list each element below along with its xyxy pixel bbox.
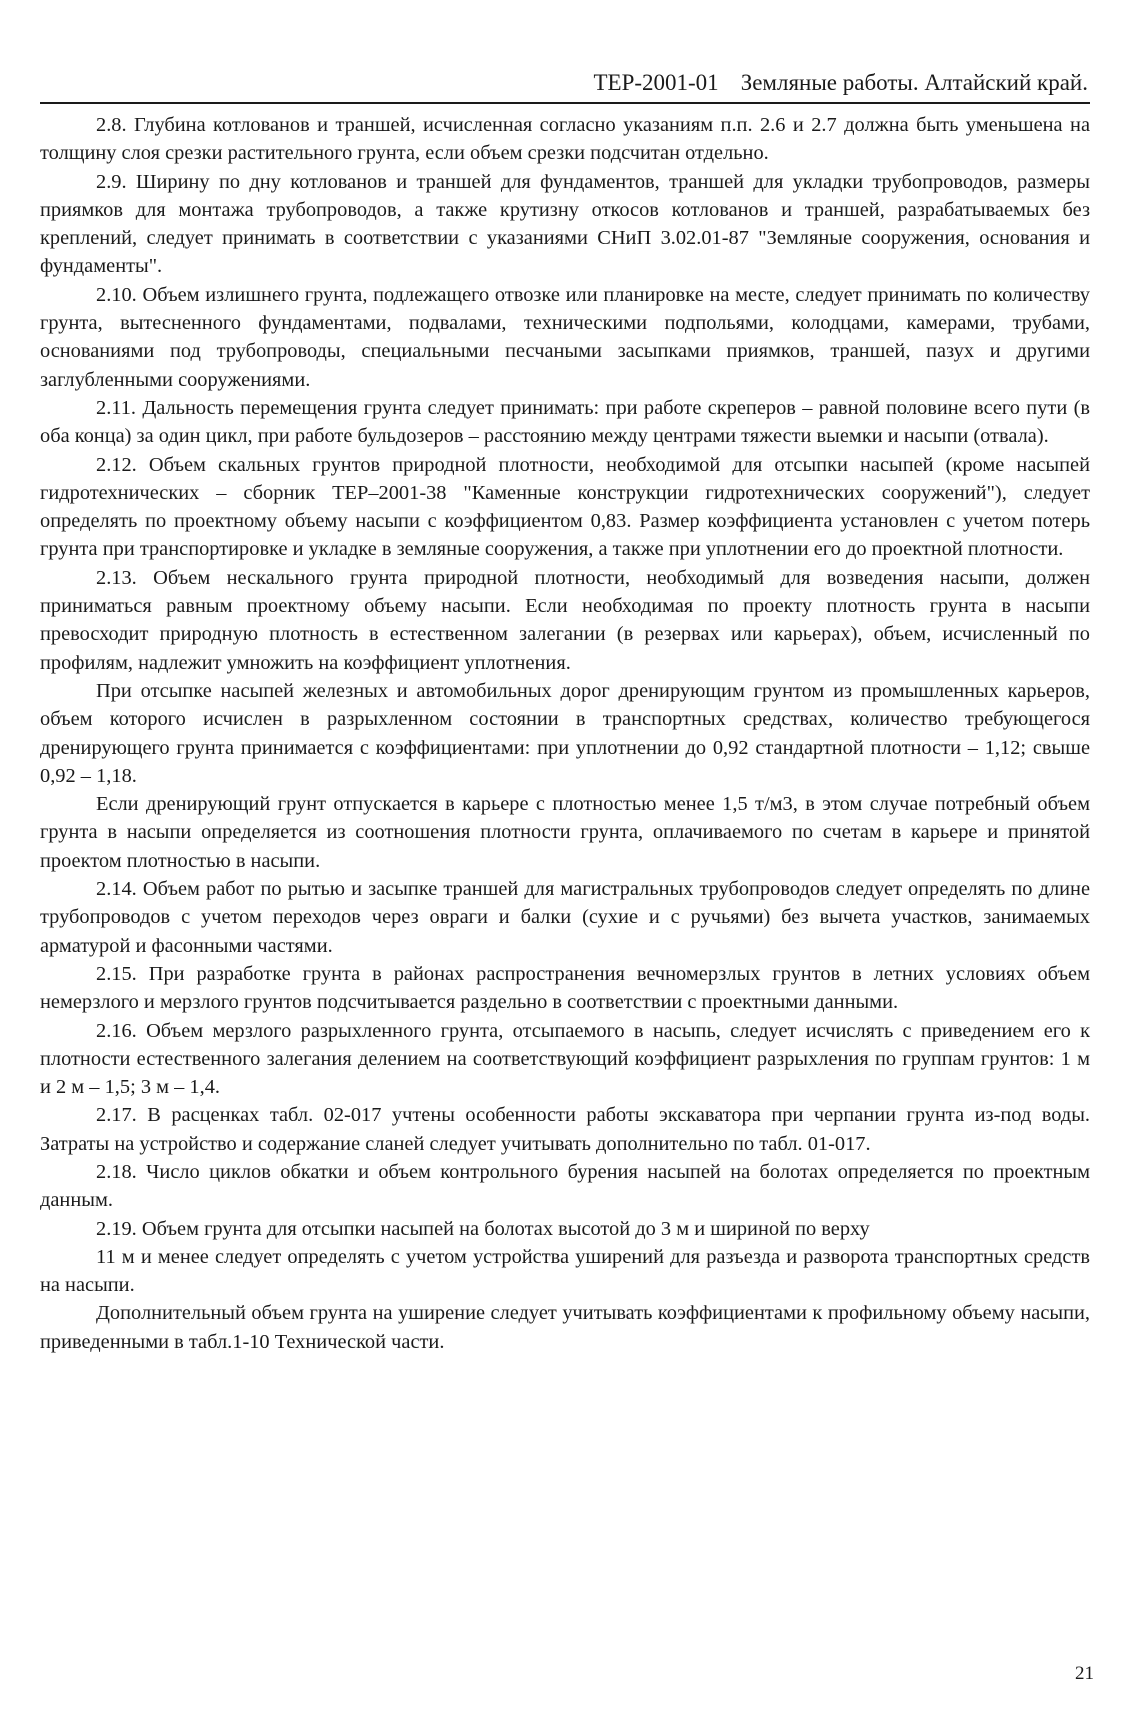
paragraph-2-8: 2.8. Глубина котлованов и траншей, исчисленная согласно указаниям п.п. 2.6 и 2.7 должна быть уменьшена на толщину слоя срезки растительного грунта, если объем срезки подсчитан отдельно. [40,114,1090,165]
paragraph-2-19-widening: Дополнительный объем грунта на уширение следует учитывать коэффициентами к профильному объему насыпи, приведенными в табл.1-10 Технической части. [40,1302,1090,1353]
paragraph-2-19-continued: 11 м и менее следует определять с учетом устройства уширений для разъезда и разворота транспортных средств на насыпи. [40,1245,1090,1297]
paragraph-2-16: 2.16. Объем мерзлого разрыхленного грунта, отсыпаемого в насыпь, следует исчислять с приведением его к плотности естественного залегания делением на соответствующий коэффициент разрыхления по группам грунтов: 1 м и 2 м – 1,5; 3 м – 1,4. [40,1019,1090,1099]
document-code: ТЕР-2001-01 [593,70,719,95]
paragraph-2-13-quarry: Если дренирующий грунт отпускается в карьере с плотностью менее 1,5 т/м3, в этом случае потребный объем грунта в насыпи определяется из соотношения плотности грунта, оплачиваемого по счетам в карьере и принятой проектом плотностью в насыпи. [40,793,1090,872]
paragraph-2-13-embankment: При отсыпке насыпей железных и автомобильных дорог дренирующим грунтом из промышленных карьеров, объем которого исчислен в разрыхленном состоянии в транспортных средствах, количество требующегося дренирующего грунта принимается с коэффициентами: при уплотнении до 0,92 стандартной плотности – 1,12; свыше 0,92 – 1,18. [40,679,1090,787]
paragraph-2-14: 2.14. Объем работ по рытью и засыпке траншей для магистральных трубопроводов следует определять по длине трубопроводов с учетом переходов через овраги и балки (сухие и с ручьями) без вычета участков, занимаемых арматурой и фасонными частями. [40,878,1090,957]
document-page [40,68,1090,1356]
paragraph-2-15: 2.15. При разработке грунта в районах распространения вечномерзлых грунтов в летних условиях объем немерзлого и мерзлого грунтов подсчитывается раздельно в соответствии с проектными данными. [40,962,1090,1014]
paragraph-2-11: 2.11. Дальность перемещения грунта следует принимать: при работе скреперов – равной половине всего пути (в оба конца) за один цикл, при работе бульдозеров – расстоянию между центрами тяжести выемки и насыпи (отвала). [40,396,1090,448]
running-header [40,68,1090,104]
paragraph-2-18: 2.18. Число циклов обкатки и объем контрольного бурения насыпей на болотах определяется по проектным данным. [40,1160,1090,1212]
page-number: 21 [1075,1663,1094,1684]
paragraph-2-19: 2.19. Объем грунта для отсыпки насыпей на болотах высотой до 3 м и шириной по верху [96,1217,870,1240]
document-title: Земляные работы. Алтайский край. [740,70,1088,95]
paragraph-2-9: 2.9. Ширину по дну котлованов и траншей для фундаментов, траншей для укладки трубопроводов, размеры приямков для монтажа трубопроводов, а также крутизну откосов котлованов и траншей, разрабатываемых без креплений, следует принимать в соответствии с указаниями СНиП 3.02.01-87 "Земляные сооружения, основания и фундаменты". [40,170,1090,278]
paragraph-2-12: 2.12. Объем скальных грунтов природной плотности, необходимой для отсыпки насыпей (кроме насыпей гидротехнических – сборник ТЕР–2001-38 "Каменные конструкции гидротехнических сооружений"), следует определять по проектному объему насыпи с коэффициентом 0,83. Размер коэффициента установлен с учетом потерь грунта при транспортировке и укладке в земляные сооружения, а также при уплотнении его до проектной плотности. [40,453,1090,561]
paragraph-2-10: 2.10. Объем излишнего грунта, подлежащего отвозке или планировке на месте, следует принимать по количеству грунта, вытесненного фундаментами, подвалами, техническими подпольями, колодцами, камерами, трубами, основаниями под трубопроводы, специальными песчаными засыпками приямков, траншей, пазух и другими заглубленными сооружениями. [40,283,1090,391]
paragraph-2-13: 2.13. Объем нескального грунта природной плотности, необходимый для возведения насыпи, должен приниматься равным проектному объему насыпи. Если необходимая по проекту плотность грунта в насыпи превосходит природную плотность в естественном залегании (в резервах или карьерах), объем, исчисленный по профилям, надлежит умножить на коэффициент уплотнения. [40,566,1090,674]
paragraph-2-17: 2.17. В расценках табл. 02-017 учтены особенности работы экскаватора при черпании грунта из-под воды. Затраты на устройство и содержание сланей следует учитывать дополнительно по табл. 01-017. [40,1104,1090,1155]
body-text [40,111,1090,1356]
